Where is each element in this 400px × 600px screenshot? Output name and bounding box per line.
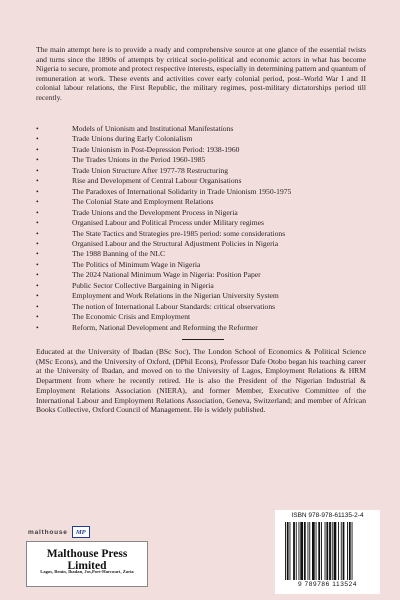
topic-item (36, 155, 366, 165)
barcode-bar (290, 522, 291, 580)
barcode-bar (293, 522, 295, 580)
publisher-cities: Lagos, Benin, Ibadan, Jos,Port-Harcourt, Zaria (40, 569, 134, 574)
topic-item (36, 260, 366, 270)
barcode-box (275, 510, 380, 594)
barcode-bar (326, 522, 328, 580)
topic-label: Rise and Development of Central Labour Organisations (72, 176, 242, 186)
barcode-bar (296, 522, 297, 580)
topic-item (36, 197, 366, 207)
topic-item (36, 218, 366, 228)
topic-item (36, 166, 366, 176)
topic-label: Organised Labour and Political Process under Military regimes (72, 218, 264, 228)
publisher-logo-word: malthouse (28, 528, 68, 536)
topic-label: Employment and Work Relations in the Nigerian University System (72, 291, 279, 301)
topic-label: Trade Unionism in Post-Depression Period: 1938-1960 (72, 144, 240, 154)
barcode-bar (325, 522, 326, 580)
topic-label: The State Tactics and Strategies pre-1985 period: some considerations (72, 228, 286, 238)
topic-item (36, 323, 366, 333)
intro-paragraph: The main attempt here is to provide a ready and comprehensive source at one glance of the essential twists and turns since the 1890s of attempts by critical socio-political and economic actors in what has become Nigeria to secure, promote and protect respective interests, especially in determining pattern and quantum of remuneration at work. These events and activities cover early colonial period, post–World War I and II colonial labour relations, the First Republic, the military regimes, post-military dictatorships period till recently. (36, 45, 366, 102)
barcode-bar (321, 522, 322, 580)
author-bio: Educated at the University of Ibadan (BSc Soc), The London School of Economics & Political Science (MSc Econs), and the University of Oxford, (DPhil Econs), Professor Dafe Otobo began his teaching career at the University of Ibadan, and moved on to the University of Lagos, Employment Relations & HRM Department from where he recently retired. He is also the President of the Nigerian Industrial & Employment Relations Association (NIERA), and former Member, Executive Committee of the International Labour and Employment Relations Association, Geneva, Switzerland; and member of African Books Collective, Oxford Council of Management. He is widely published. (36, 347, 366, 415)
barcode-bar (334, 522, 337, 580)
topic-item (36, 312, 366, 322)
topic-item (36, 249, 366, 259)
topic-item (36, 270, 366, 280)
bullet-icon: • (36, 186, 39, 196)
bullet-icon: • (36, 134, 39, 144)
barcode-bar (347, 522, 348, 580)
bullet-icon: • (36, 238, 39, 248)
bullet-icon: • (36, 270, 39, 280)
barcode-bar (349, 522, 351, 580)
bullet-icon: • (36, 218, 39, 228)
bullet-icon: • (36, 176, 39, 186)
barcode-bar (329, 522, 331, 580)
topics-list (36, 124, 366, 333)
barcode-bar (332, 522, 333, 580)
topic-item (36, 145, 366, 155)
section-divider (182, 339, 224, 340)
topic-label: The Politics of Minimum Wage in Nigeria (72, 259, 201, 269)
barcode-digits: 9 789786 113524 (297, 581, 358, 588)
topic-label: Organised Labour and the Structural Adjustment Policies in Nigeria (72, 238, 279, 248)
bullet-icon: • (36, 207, 39, 217)
mp-logo-icon: MP (72, 526, 90, 538)
bullet-icon: • (36, 249, 39, 259)
topic-item (36, 176, 366, 186)
topic-item (36, 302, 366, 312)
bullet-icon: • (36, 280, 39, 290)
topic-label: The Paradoxes of International Solidarity in Trade Unionism 1950-1975 (72, 186, 292, 196)
topic-label: The Economic Crisis and Employment (72, 312, 191, 322)
barcode-bar (352, 522, 353, 580)
barcode-bar (318, 522, 320, 580)
topic-item (36, 281, 366, 291)
barcode-bar (338, 522, 339, 580)
topic-label: The Colonial State and Employment Relations (72, 197, 214, 207)
barcode-bar (287, 522, 289, 580)
topic-item (36, 208, 366, 218)
topic-label: Public Sector Collective Bargaining in Nigeria (72, 280, 214, 290)
barcode-bar (341, 522, 342, 580)
bullet-icon: • (36, 165, 39, 175)
publisher-box (26, 541, 148, 587)
topic-item (36, 229, 366, 239)
barcode-bar (309, 522, 310, 580)
topic-label: The 1988 Banning of the NLC (72, 249, 166, 259)
bullet-icon: • (36, 228, 39, 238)
barcode-icon (279, 522, 376, 580)
publisher-logo (28, 526, 124, 538)
topic-item (36, 239, 366, 249)
bullet-icon: • (36, 144, 39, 154)
topic-label: The Trades Unions in the Period 1960-1985 (72, 155, 206, 165)
bullet-icon: • (36, 124, 39, 133)
barcode-bar (285, 522, 286, 580)
bullet-icon: • (36, 197, 39, 207)
bullet-icon: • (36, 155, 39, 165)
bullet-icon: • (36, 312, 39, 322)
barcode-bar (316, 522, 317, 580)
topic-label: The 2024 National Minimum Wage in Nigeria: Position Paper (72, 270, 261, 280)
topic-label: The notion of International Labour Standards: critical observations (72, 301, 276, 311)
topic-label: Reform, National Development and Reforming the Reformer (72, 322, 258, 332)
bullet-icon: • (36, 322, 39, 332)
publisher-name: Malthouse Press Limited (46, 548, 128, 572)
topic-item (36, 134, 366, 144)
barcode-bar (312, 522, 315, 580)
bullet-icon: • (36, 259, 39, 269)
topic-label: Trade Unions during Early Colonialism (72, 134, 193, 144)
topic-label: Trade Union Structure After 1977-78 Restructuring (72, 165, 228, 175)
topic-item (36, 187, 366, 197)
barcode-bar (343, 522, 345, 580)
bullet-icon: • (36, 291, 39, 301)
barcode-bar (300, 522, 303, 580)
topic-label: Models of Unionism and Institutional Manifestations (72, 124, 234, 133)
bullet-icon: • (36, 301, 39, 311)
topic-label: Trade Unions and the Development Process in Nigeria (72, 207, 238, 217)
barcode-bar (304, 522, 306, 580)
isbn-label: ISBN 978-978-61135-2-4 (291, 512, 364, 519)
barcode-bar (308, 522, 309, 580)
topic-item (36, 124, 366, 134)
barcode-bar (299, 522, 300, 580)
topic-item (36, 291, 366, 301)
